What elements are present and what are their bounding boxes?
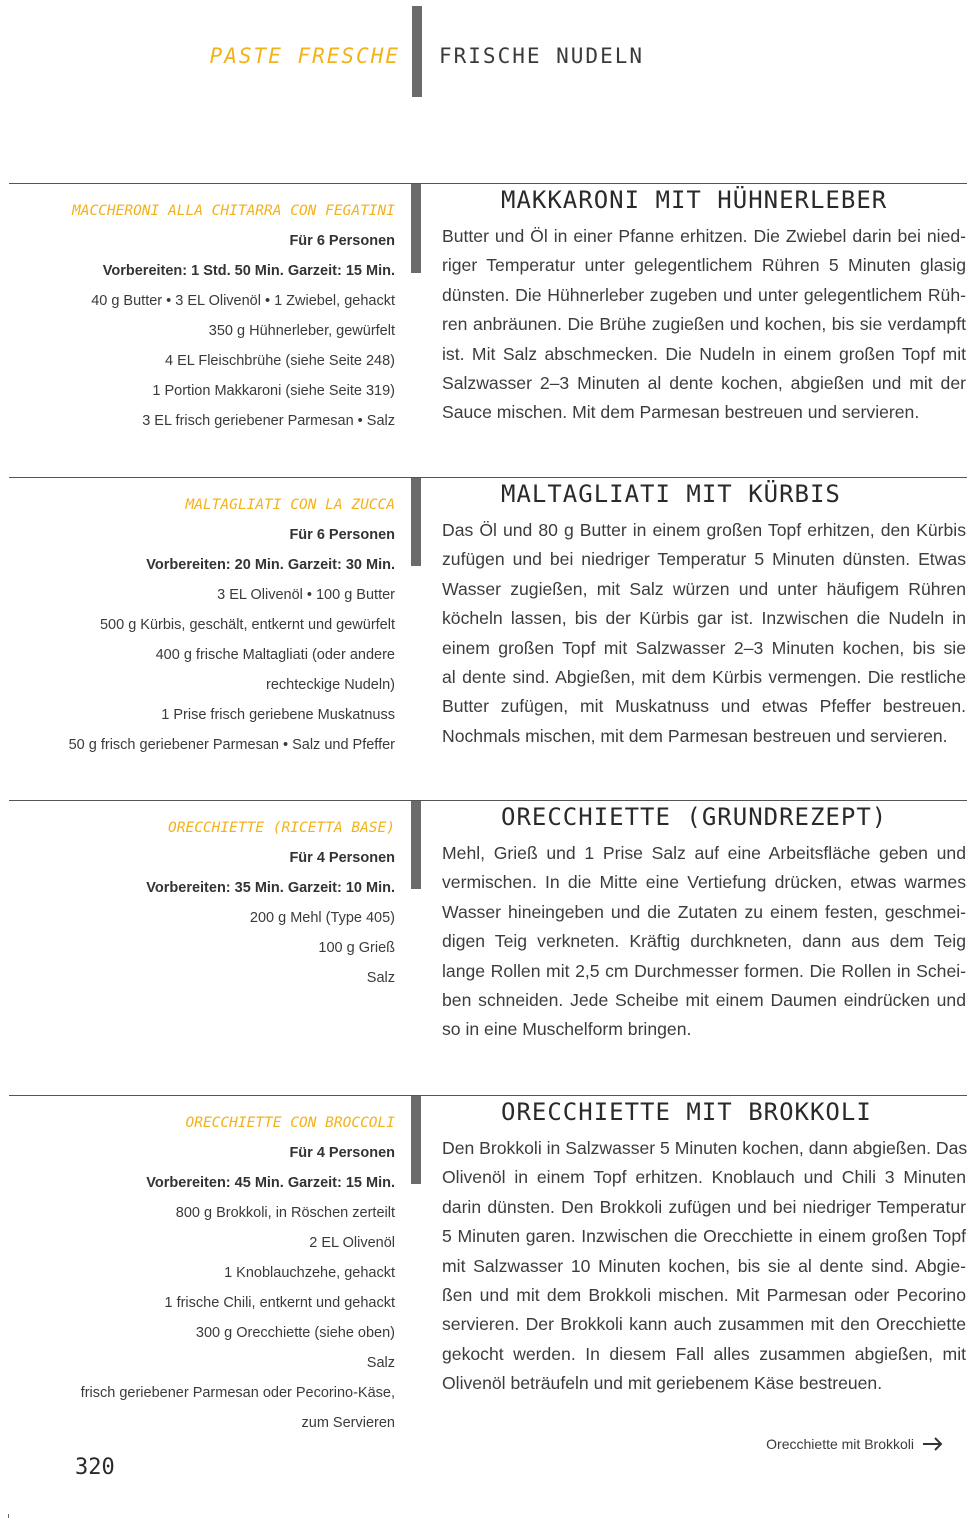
instruction-line: dünsten. Die Hühnerleber zugeben und unter gelegentlichem Rüh- (442, 284, 966, 305)
recipe-german-title: MALTAGLIATI MIT KÜRBIS (501, 480, 841, 508)
recipe-block (0, 800, 976, 1090)
recipe-meta (35, 1108, 395, 1438)
ingredient-line: 4 EL Fleischbrühe (siehe Seite 248) (165, 353, 395, 369)
recipe-instructions (442, 1134, 966, 1399)
ingredient-line: frisch geriebener Parmesan oder Pecorino-Käse, (80, 1385, 395, 1401)
section-title-italian: PASTE FRESCHE (209, 44, 400, 68)
recipe-times: Vorbereiten: 1 Std. 50 Min. Garzeit: 15 Min. (102, 263, 395, 279)
recipe-divider-rule (9, 800, 967, 801)
recipe-meta (35, 196, 395, 436)
instruction-line: ren anbräunen. Die Brühe zugießen und kochen, bis sie verdampft (442, 314, 966, 335)
recipe-times: Vorbereiten: 45 Min. Garzeit: 15 Min. (146, 1175, 395, 1191)
recipe-divider-bar (411, 478, 421, 566)
instruction-line: Olivenöl in einem Topf erhitzen. Knoblauch und Chili 3 Minuten (442, 1167, 966, 1188)
instruction-line: riger Temperatur unter gelegentlichem Rühren 5 Minuten glasig (442, 255, 966, 276)
instruction-line: 5 Minuten garen. Inzwischen die Orecchiette in einem großen Topf (442, 1226, 966, 1247)
instruction-line: servieren. Der Brokkoli kann auch zusammen mit den Orecchiette (442, 1314, 966, 1335)
ingredient-line: 50 g frisch geriebener Parmesan • Salz und Pfeffer (68, 737, 395, 753)
instruction-line: köcheln lassen, bis der Kürbis gar ist. Inzwischen die Nudeln in (442, 608, 966, 629)
page-number: 320 (75, 1455, 115, 1480)
instruction-line: so in eine Muschelform bringen. (442, 1019, 692, 1040)
recipe-servings: Für 4 Personen (289, 1145, 395, 1161)
recipe-german-title: ORECCHIETTE (GRUNDREZEPT) (501, 803, 888, 831)
crop-mark (8, 1514, 9, 1518)
instruction-line: ist. Mit Salz abschmecken. Die Nudeln in einem großen Topf mit (442, 343, 966, 364)
photo-reference-link[interactable] (766, 1436, 944, 1452)
recipe-divider-rule (9, 1095, 967, 1096)
ingredient-line: 1 Knoblauchzehe, gehackt (224, 1265, 395, 1281)
recipe-servings: Für 6 Personen (289, 233, 395, 249)
recipe-times: Vorbereiten: 20 Min. Garzeit: 30 Min. (146, 557, 395, 573)
ingredient-line: 350 g Hühnerleber, gewürfelt (208, 323, 395, 339)
instruction-line: Das Öl und 80 g Butter in einem großen Topf erhitzen, den Kürbis (442, 520, 966, 540)
recipe-italian-title: MACCHERONI ALLA CHITARRA CON FEGATINI (71, 203, 395, 219)
instruction-line: Nochmals mischen, mit dem Parmesan bestreuen und servieren. (442, 725, 948, 746)
instruction-line: Olivenöl beträufeln und mit geriebenem Käse bestreuen. (442, 1373, 883, 1394)
recipe-instructions (442, 222, 966, 428)
recipe-meta (35, 813, 395, 993)
instruction-line: zufügen und bei niedriger Temperatur 5 Minuten dünsten. Etwas (442, 549, 966, 570)
instruction-line: digen Teig verkneten. Kräftig durchkneten, dann aus dem Teig (442, 931, 966, 952)
recipe-block (0, 477, 976, 797)
instruction-line: Wasser hineingeben und die Zutaten zu einem festen, geschmei- (442, 901, 966, 922)
instruction-line: Butter und Öl in einer Pfanne erhitzen. Die Zwiebel darin bei nied- (442, 226, 966, 246)
ingredient-line: Salz (366, 970, 395, 986)
recipe-block (0, 1095, 976, 1435)
recipe-servings: Für 4 Personen (289, 850, 395, 866)
instruction-line: mit Salzwasser 10 Minuten kochen, bis sie al dente sind. Abgie- (442, 1255, 966, 1276)
instruction-line: vermischen. In die Mitte eine Vertiefung drücken, etwas warmes (442, 872, 966, 893)
ingredient-line: 1 Prise frisch geriebene Muskatnuss (161, 707, 395, 723)
instruction-line: Wasser zugießen, mit Salz würzen und unter häufigem Rühren (442, 578, 966, 599)
ingredient-line: rechteckige Nudeln) (266, 677, 395, 693)
recipe-instructions (442, 516, 966, 751)
recipe-meta (35, 490, 395, 760)
ingredient-line: Salz (366, 1355, 395, 1371)
recipe-divider-bar (411, 1096, 421, 1184)
section-title-german: FRISCHE NUDELN (439, 44, 645, 68)
recipe-divider-rule (9, 183, 967, 184)
recipe-german-title: ORECCHIETTE MIT BROKKOLI (501, 1098, 872, 1126)
ingredient-line: 40 g Butter • 3 EL Olivenöl • 1 Zwiebel, gehackt (91, 293, 395, 309)
recipe-italian-title: MALTAGLIATI CON LA ZUCCA (185, 497, 395, 513)
recipe-german-title: MAKKARONI MIT HÜHNERLEBER (501, 186, 888, 214)
ingredient-line: 1 frische Chili, entkernt und gehackt (164, 1295, 395, 1311)
ingredient-line: 3 EL frisch geriebener Parmesan • Salz (142, 413, 395, 429)
ingredient-line: 300 g Orecchiette (siehe oben) (195, 1325, 395, 1341)
instruction-line: lange Rollen mit 2,5 cm Durchmesser formen. Die Rollen in Schei- (442, 960, 966, 981)
recipe-servings: Für 6 Personen (289, 527, 395, 543)
ingredient-line: 2 EL Olivenöl (309, 1235, 395, 1251)
recipe-times: Vorbereiten: 35 Min. Garzeit: 10 Min. (146, 880, 395, 896)
recipe-divider-rule (9, 477, 967, 478)
recipe-italian-title: ORECCHIETTE CON BROCCOLI (185, 1115, 395, 1131)
instruction-line: ben schneiden. Jede Scheibe mit einem Daumen eindrücken und (442, 990, 966, 1011)
instruction-line: ßen und mit dem Brokkoli mischen. Mit Parmesan oder Pecorino (442, 1285, 966, 1306)
ingredient-line: 3 EL Olivenöl • 100 g Butter (217, 587, 395, 603)
instruction-line: Sauce mischen. Mit dem Parmesan bestreuen und servieren. (442, 402, 920, 423)
instruction-line: Salzwasser 2–3 Minuten al dente kochen, abgießen und mit der (442, 373, 966, 394)
recipe-italian-title: ORECCHIETTE (RICETTA BASE) (168, 820, 395, 836)
recipe-divider-bar (411, 184, 421, 273)
ingredient-line: 800 g Brokkoli, in Röschen zerteilt (175, 1205, 395, 1221)
header-divider-bar (412, 6, 422, 97)
instruction-line: Mehl, Grieß und 1 Prise Salz auf eine Arbeitsfläche geben und (442, 843, 966, 863)
ingredient-line: 1 Portion Makkaroni (siehe Seite 319) (152, 383, 395, 399)
recipe-block (0, 183, 976, 473)
instruction-line: al dente sind. Abgießen, mit dem Kürbis vermengen. Die restliche (442, 667, 966, 688)
instruction-line: Den Brokkoli in Salzwasser 5 Minuten kochen, dann abgießen. Das (442, 1138, 968, 1158)
instruction-line: darin dünsten. Den Brokkoli zufügen und bei niedriger Temperatur (442, 1196, 966, 1217)
instruction-line: gekocht werden. In diesem Fall alles zusammen abgießen, mit (442, 1343, 966, 1364)
ingredient-line: zum Servieren (301, 1415, 395, 1431)
recipe-instructions (442, 839, 966, 1045)
recipe-divider-bar (411, 801, 421, 889)
photo-reference-label: Orecchiette mit Brokkoli (766, 1436, 914, 1452)
instruction-line: einem großen Topf mit Salzwasser 2–3 Minuten kochen, bis sie (442, 637, 966, 658)
instruction-line: Butter zufügen, mit Muskatnuss und etwas Pfeffer bestreuen. (442, 696, 966, 717)
ingredient-line: 400 g frische Maltagliati (oder andere (155, 647, 395, 663)
ingredient-line: 100 g Grieß (318, 940, 395, 956)
arrow-right-icon (922, 1437, 944, 1451)
ingredient-line: 500 g Kürbis, geschält, entkernt und gewürfelt (99, 617, 395, 633)
ingredient-line: 200 g Mehl (Type 405) (249, 910, 395, 926)
